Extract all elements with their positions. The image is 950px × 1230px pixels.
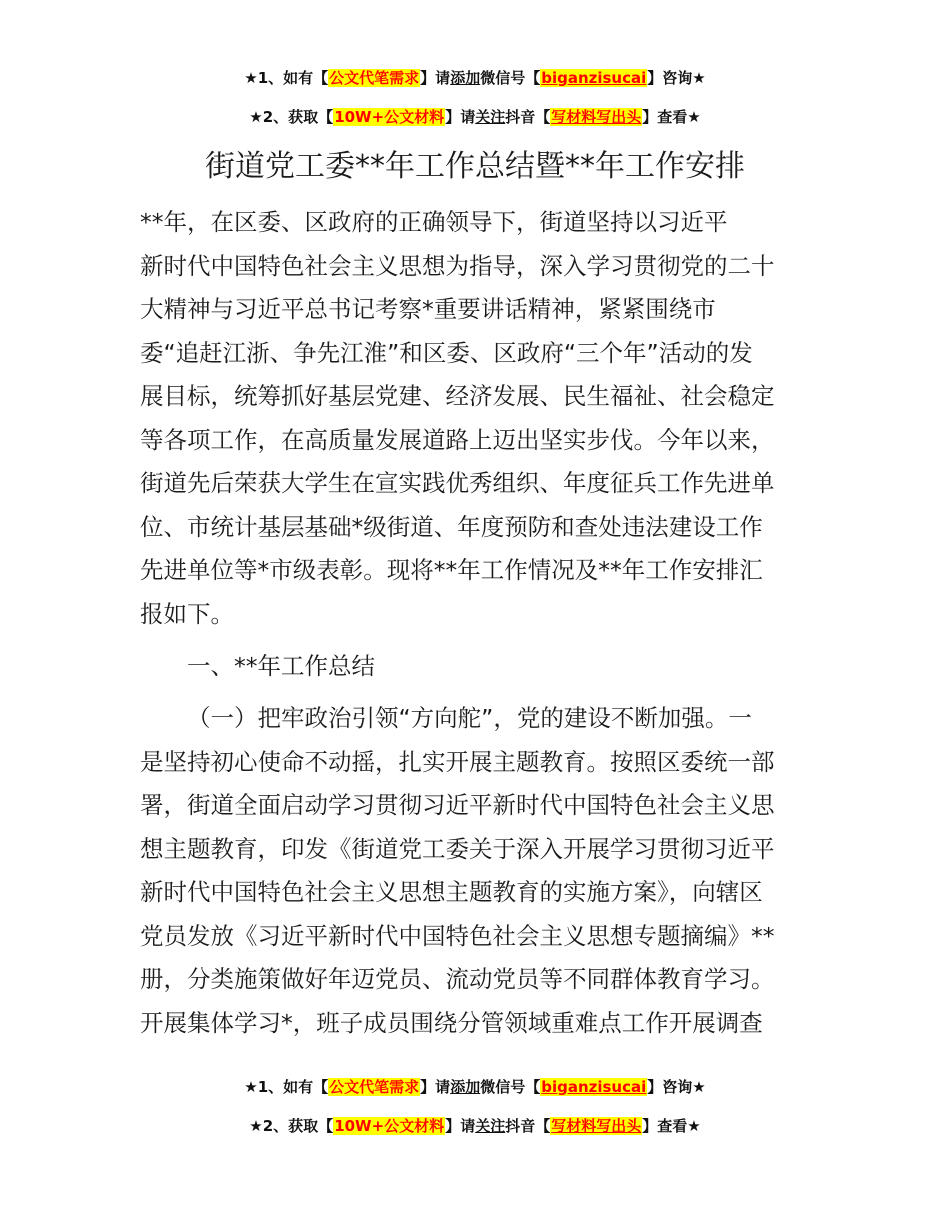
paragraph-line: **年，在区委、区政府的正确领导下，街道坚持以习近平 xyxy=(140,208,728,236)
top-banner-line-2 xyxy=(0,106,950,128)
paragraph-line: 署，街道全面启动学习贯彻习近平新时代中国特色社会主义思 xyxy=(140,791,775,819)
banner-underlined: 添加 xyxy=(450,69,481,87)
paragraph-line: 先进单位等*市级表彰。现将**年工作情况及**年工作安排汇 xyxy=(140,556,763,584)
banner-underlined: 关注 xyxy=(475,1117,506,1135)
document-title: 街道党工委**年工作总结暨**年工作安排 xyxy=(205,149,745,184)
paragraph-line: 是坚持初心使命不动摇，扎实开展主题教育。按照区委统一部 xyxy=(140,747,775,776)
banner-text: 微信号【 xyxy=(480,69,541,87)
intro-paragraph xyxy=(140,201,812,636)
paragraph-line: 开展集体学习*，班子成员围绕分管领域重难点工作开展调查 xyxy=(140,1008,763,1037)
banner-highlight: 公文代笔需求 xyxy=(329,1078,420,1096)
paragraph-line: 等各项工作，在高质量发展道路上迈出坚实步伐。今年以来， xyxy=(140,425,775,454)
paragraph-line: 想主题教育，印发《街道党工委关于深入开展学习贯彻习近平 xyxy=(140,834,775,863)
banner-text: 】请 xyxy=(420,69,451,87)
banner-suffix: 】咨询★ xyxy=(647,1078,706,1096)
banner-prefix: ★2、获取【 xyxy=(249,108,334,126)
banner-prefix: ★2、获取【 xyxy=(249,1117,334,1135)
banner-highlight: 公文代笔需求 xyxy=(329,69,420,87)
banner-prefix: ★1、如有【 xyxy=(244,69,329,87)
paragraph-line: 册，分类施策做好年迈党员、流动党员等不同群体教育学习。 xyxy=(140,965,775,993)
banner-underlined: 关注 xyxy=(475,108,506,126)
banner-prefix: ★1、如有【 xyxy=(244,1078,329,1096)
banner-suffix: 】查看★ xyxy=(642,108,701,126)
banner-wechat-id: biganzisucai xyxy=(541,1078,647,1096)
banner-douyin-id: 写材料写出头 xyxy=(551,108,642,126)
paragraph-line: 新时代中国特色社会主义思想为指导，深入学习贯彻党的二十 xyxy=(140,251,775,280)
section1-paragraph xyxy=(140,697,812,1045)
paragraph-line: 位、市统计基层基础*级街道、年度预防和查处违法建设工作 xyxy=(140,512,763,541)
banner-douyin-id: 写材料写出头 xyxy=(551,1117,642,1135)
section-heading: 一、**年工作总结 xyxy=(187,652,375,680)
paragraph-line: 展目标，统筹抓好基层党建、经济发展、民生福祉、社会稳定 xyxy=(140,382,775,410)
paragraph-line: （一）把牢政治引领“方向舵”，党的建设不断加强。一 xyxy=(187,704,752,732)
paragraph-line: 新时代中国特色社会主义思想主题教育的实施方案》，向辖区 xyxy=(140,878,763,906)
paragraph-line: 党员发放《习近平新时代中国特色社会主义思想专题摘编》** xyxy=(140,921,775,950)
paragraph-line: 报如下。 xyxy=(140,599,234,628)
banner-highlight: 10W+公文材料 xyxy=(334,1117,445,1135)
banner-text: 抖音【 xyxy=(505,1117,551,1135)
banner-highlight: 10W+公文材料 xyxy=(334,108,445,126)
bottom-banner-line-1 xyxy=(0,1076,950,1098)
banner-underlined: 添加 xyxy=(450,1078,481,1096)
banner-text: 微信号【 xyxy=(480,1078,541,1096)
banner-wechat-id: biganzisucai xyxy=(541,69,647,87)
top-banner-line-1 xyxy=(0,67,950,89)
banner-suffix: 】查看★ xyxy=(642,1117,701,1135)
banner-text: 】请 xyxy=(420,1078,451,1096)
banner-text: 】请 xyxy=(445,1117,476,1135)
banner-text: 】请 xyxy=(445,108,476,126)
paragraph-line: 大精神与习近平总书记考察*重要讲话精神，紧紧围绕市 xyxy=(140,295,716,323)
paragraph-line: 街道先后荣获大学生在宣实践优秀组织、年度征兵工作先进单 xyxy=(140,469,775,497)
bottom-banner-line-2 xyxy=(0,1115,950,1137)
banner-text: 抖音【 xyxy=(505,108,551,126)
paragraph-line: 委“追赶江浙、争先江淮”和区委、区政府“三个年”活动的发 xyxy=(140,338,753,367)
banner-suffix: 】咨询★ xyxy=(647,69,706,87)
